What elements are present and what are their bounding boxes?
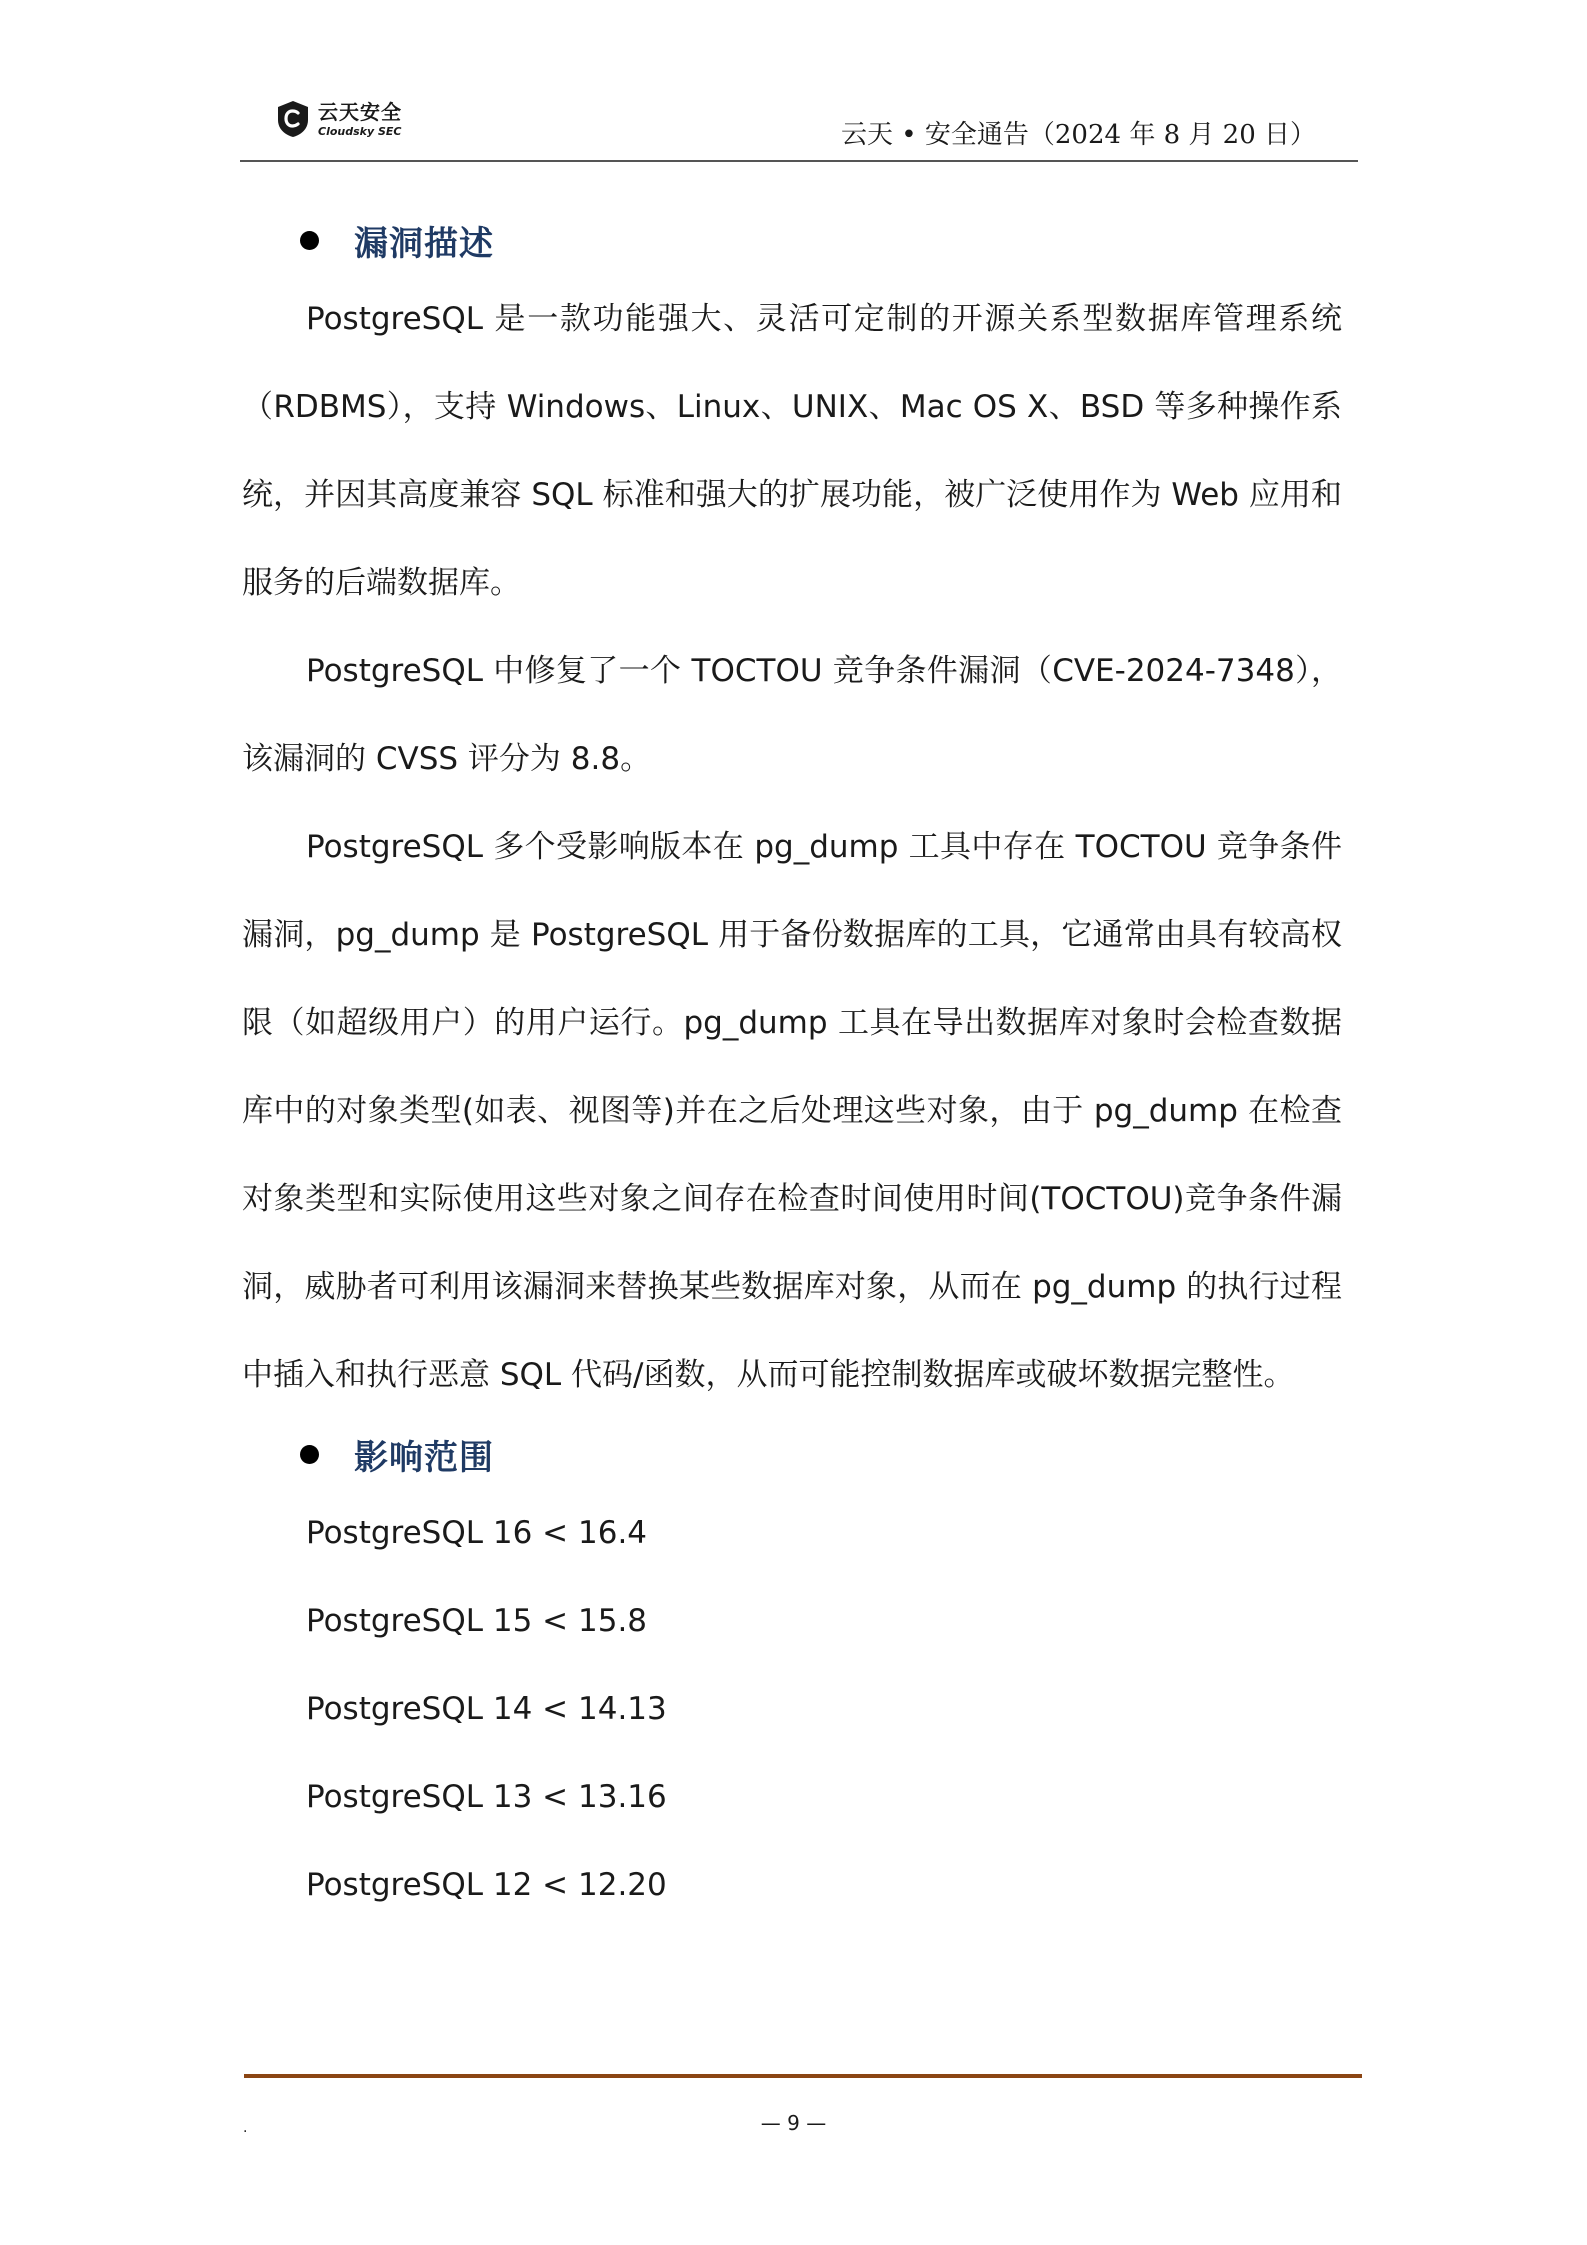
page-number: — 9 — xyxy=(760,2111,827,2135)
header-divider xyxy=(240,160,1358,162)
bullet-icon xyxy=(300,231,319,250)
logo-english-name: Cloudsky SEC xyxy=(318,124,402,138)
list-item: PostgreSQL 15 < 15.8 xyxy=(306,1603,648,1639)
list-item: PostgreSQL 12 < 12.20 xyxy=(306,1867,667,1903)
footer-divider xyxy=(244,2074,1362,2078)
shield-icon xyxy=(276,100,310,138)
page-header xyxy=(240,92,1358,162)
list-item: PostgreSQL 16 < 16.4 xyxy=(306,1515,648,1551)
paragraph: PostgreSQL 中修复了一个 TOCTOU 竞争条件漏洞（CVE-2024-7348），该漏洞的 CVSS 评分为 8.8。 xyxy=(242,653,1342,777)
section-heading-description xyxy=(300,205,1342,275)
section-title: 漏洞描述 xyxy=(354,223,494,264)
paragraph: PostgreSQL 多个受影响版本在 pg_dump 工具中存在 TOCTOU 竞争条件漏洞，pg_dump 是 PostgreSQL 用于备份数据库的工具，它通常由具有较高权限（如超级用户）的用户运行。pg_dump 工具在导出数据库对象时会检查数据库中的对象类型(如表、视图等)并在之后处理这些对象，由于 pg_dump 在检查对象类型和实际使用这些对象之间存在检查时间使用时间(TOCTOU)竞争条件漏洞，威胁者可利用该漏洞来替换某些数据库对象，从而在 pg_dump 的执行过程中插入和执行恶意 SQL 代码/函数，从而可能控制数据库或破坏数据完整性。 xyxy=(242,829,1342,1393)
header-title: 云天 • 安全通告（2024 年 8 月 20 日） xyxy=(841,120,1316,150)
list-item: PostgreSQL 13 < 13.16 xyxy=(306,1779,667,1815)
section-heading-scope xyxy=(300,1419,1342,1489)
paragraph: PostgreSQL 是一款功能强大、灵活可定制的开源关系型数据库管理系统（RDBMS），支持 Windows、Linux、UNIX、Mac OS X、BSD 等多种操作系统，并因其高度兼容 SQL 标准和强大的扩展功能，被广泛使用作为 Web 应用和服务的后端数据库。 xyxy=(242,301,1342,601)
logo-chinese-name: 云天安全 xyxy=(318,99,402,124)
company-logo xyxy=(276,100,402,138)
list-item: PostgreSQL 14 < 14.13 xyxy=(306,1691,667,1727)
section-title: 影响范围 xyxy=(354,1437,494,1478)
bullet-icon xyxy=(300,1445,319,1464)
page-content xyxy=(242,205,1342,1929)
footer-dot: . xyxy=(243,2120,248,2136)
affected-versions-list xyxy=(242,1489,1342,1929)
